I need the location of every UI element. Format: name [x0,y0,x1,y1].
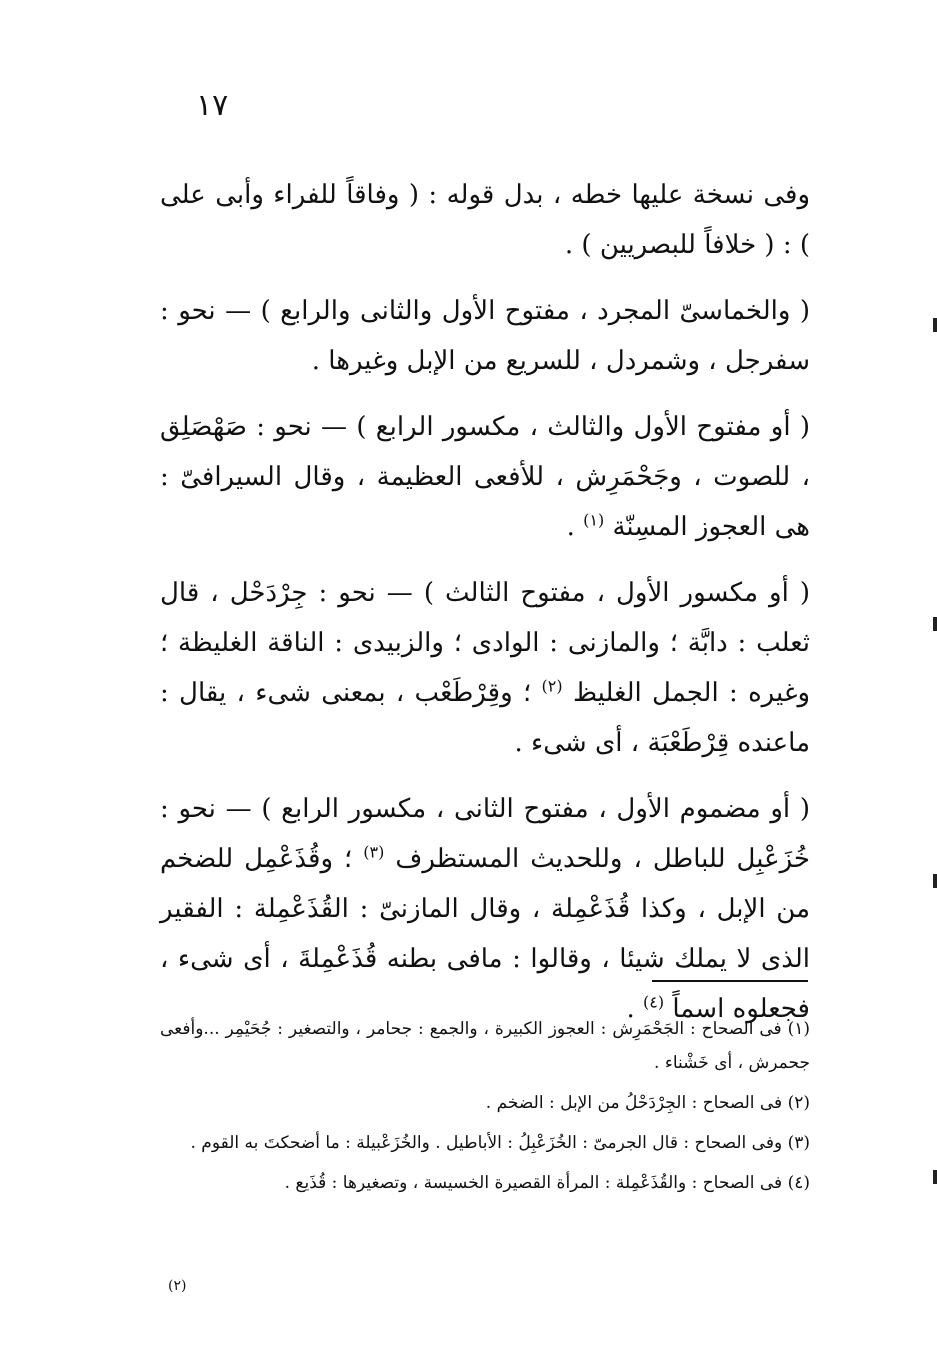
paragraph [160,568,810,768]
paragraph-text: ( أو مكسور الأول ، مفتوح الثالث ) — نحو : جِرْدَحْل ، قال ثعلب : دابَّة ؛ والمازنى : الوادى ؛ والزبيدى : الناقة الغليظة ؛ وغيره : الجمل الغليظ [160,578,811,708]
main-text [160,170,810,1050]
scan-edge-mark [933,617,937,631]
paragraph-text: ( أو مفتوح الأول والثالث ، مكسور الرابع ) — نحو : صَهْصَلِق ، للصوت ، وجَحْمَرِش ، للأفعى العظيمة ، وقال السيرافىّ : هى العجوز المسِنّة [160,412,810,542]
footnote-reference[interactable]: (٤) [642,992,665,1012]
footnote: (١) فى الصحاح : الجَحْمَرِش : العجوز الكبيرة ، والجمع : جحامر ، والتصغير : جُحَيْمِر ...وأفعى جحمرش ، أى خَشْناء . [160,1019,810,1073]
footnote: (٣) وفى الصحاح : قال الجرمىّ : الخُزَعْبِلُ : الأباطيل . والخُزَعْبيلة : ما أضحكتَ به القوم . [190,1133,810,1153]
scan-edge-mark [933,318,937,332]
paragraph-text-tail: . [626,994,635,1024]
footnote: (٢) فى الصحاح : الجِرْدَحْلُ من الإبل : الضخم . [485,1093,810,1113]
footnote-separator [652,980,808,982]
footnote-reference[interactable]: (٢) [541,676,563,696]
paragraph [160,170,810,270]
footnote: (٤) فى الصحاح : والقُذَعْمِلة : المرأة القصيرة الخسيسة ، وتصغيرها : قُذَيع . [284,1173,810,1193]
scan-edge-mark [933,1170,937,1184]
paragraph [160,784,810,1034]
paragraph-text-tail: ؛ وقِرْطَعْب ، بمعنى شىء ، يقال : ماعنده قِرْطَعْبَة ، أى شىء . [160,678,810,758]
paragraph-text: وفى نسخة عليها خطه ، بدل قوله : ( وفاقاً للفراء وأبى على ) : ( خلافاً للبصريين ) . [160,180,810,260]
paragraph-text-tail: . [566,512,575,542]
paragraph-text-tail: ؛ وقُذَعْمِل للضخم من الإبل ، وكذا قُذَعْمِلة ، وقال المازنىّ : القُذَعْمِلة : الفقير الذى لا يملك شيئا ، وقالوا : مافى بطنه قُذَعْمِلةَ ، أى شىء ، فجعلوه اسماً [160,844,810,1024]
paragraph [160,286,810,386]
paragraph-text: ( أو مضموم الأول ، مفتوح الثانى ، مكسور الرابع ) — نحو : خُزَعْبِل للباطل ، وللحديث المستظرف [160,794,811,874]
footnote-reference[interactable]: (٣) [363,842,385,862]
footnote-reference[interactable]: (١) [583,510,605,530]
footnotes [160,1012,810,1206]
page-number: ١٧ [196,88,229,123]
scan-edge-mark [933,874,937,888]
paragraph [160,402,810,552]
sheet-signature-mark: (٢) [168,1278,187,1294]
paragraph-text: ( والخماسىّ المجرد ، مفتوح الأول والثانى والرابع ) — نحو : سفرجل ، وشمردل ، للسريع من الإبل وغيرها . [160,296,810,376]
